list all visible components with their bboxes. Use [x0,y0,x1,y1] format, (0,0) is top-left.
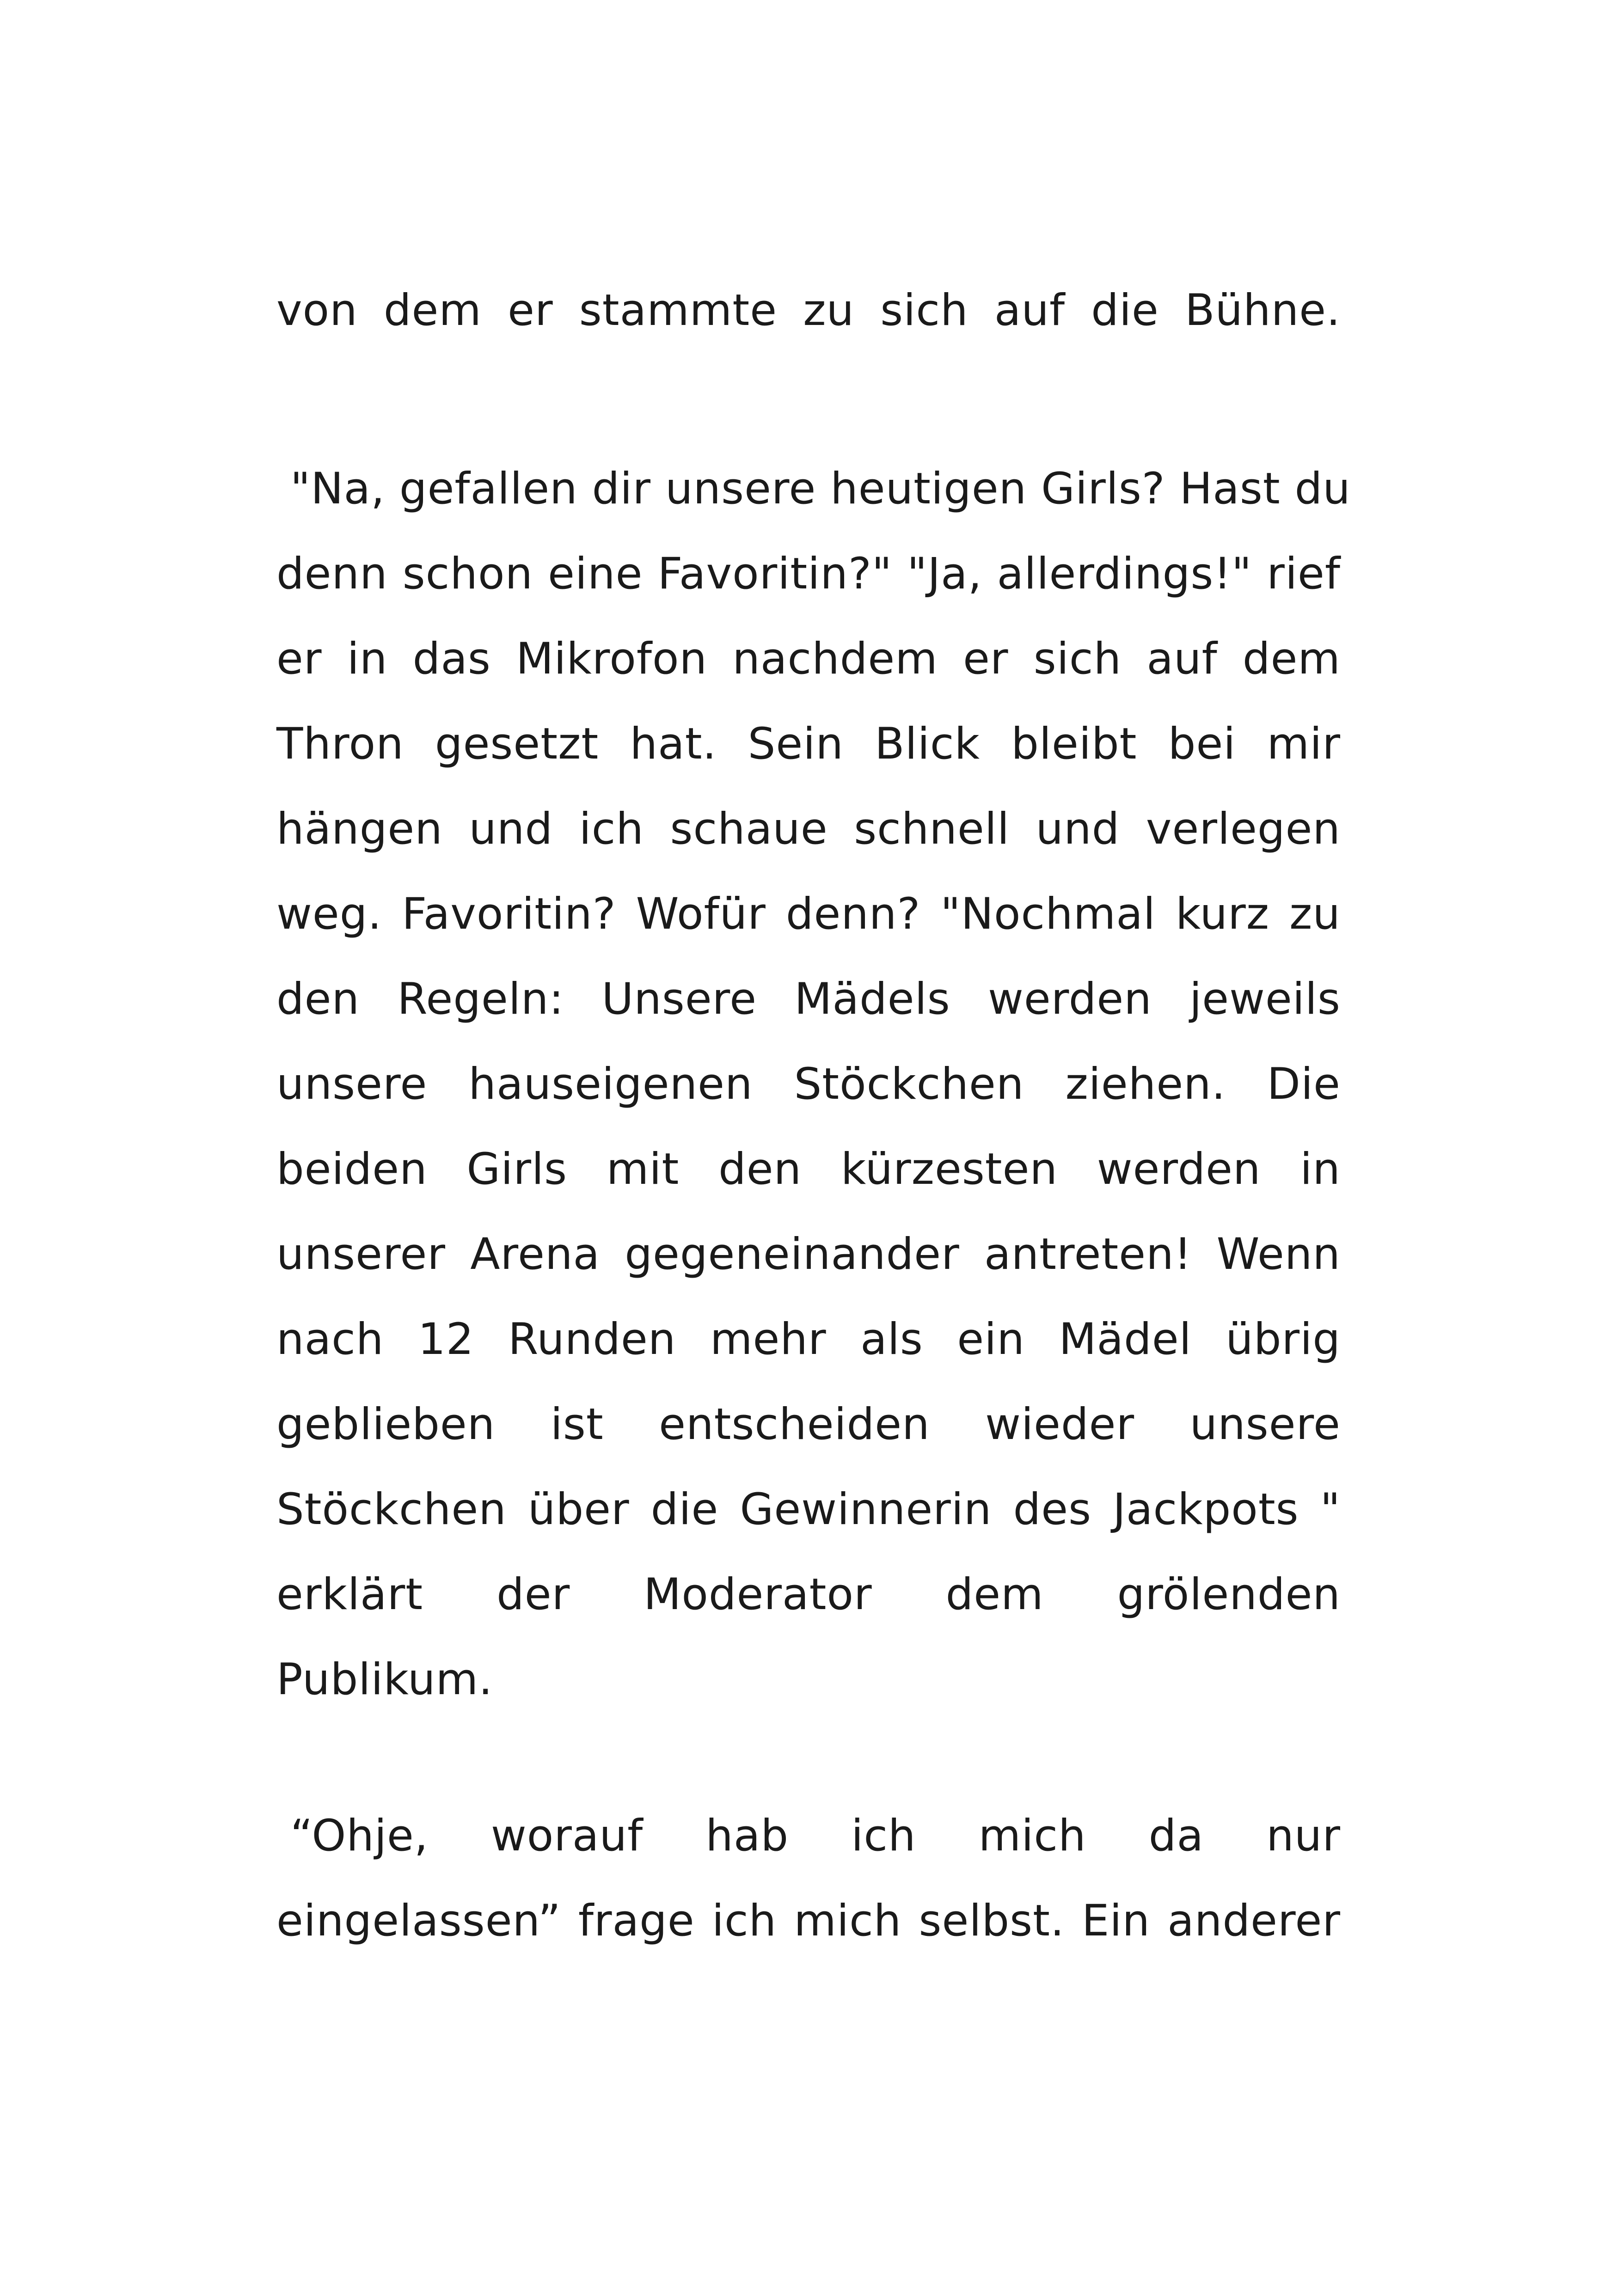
text-line: “Ohje, worauf hab ich mich da nur [290,1811,1341,1861]
text-line: denn schon eine Favoritin?" "Ja, allerdings!" rief [276,549,1341,599]
text-line: Thron gesetzt hat. Sein Blick bleibt bei mir [276,719,1341,769]
text-line: den Regeln: Unsere Mädels werden jeweils [276,974,1341,1024]
text-line: eingelassen” frage ich mich selbst. Ein anderer [276,1896,1341,1946]
paragraph-2 [276,447,1351,1722]
text-line: Stöckchen über die Gewinnerin des Jackpots " [276,1484,1341,1535]
text-line: er in das Mikrofon nachdem er sich auf dem [276,634,1341,684]
paragraph-3 [276,1794,1341,1964]
text-line: geblieben ist entscheiden wieder unsere [276,1399,1341,1450]
paragraph-1 [276,268,1341,353]
text-line: "Na, gefallen dir unsere heutigen Girls? Hast du [290,464,1351,514]
text-line: hängen und ich schaue schnell und verlegen [276,804,1341,854]
text-line: nach 12 Runden mehr als ein Mädel übrig [276,1314,1341,1365]
text-line: unserer Arena gegeneinander antreten! Wenn [276,1229,1341,1280]
text-line: erklärt der Moderator dem grölenden [276,1569,1341,1620]
text-line: unsere hauseigenen Stöckchen ziehen. Die [276,1059,1341,1109]
text-line: von dem er stammte zu sich auf die Bühne. [276,285,1341,336]
text-line: Publikum. [276,1654,493,1705]
text-line: beiden Girls mit den kürzesten werden in [276,1144,1341,1194]
text-line: weg. Favoritin? Wofür denn? "Nochmal kurz zu [276,889,1341,939]
